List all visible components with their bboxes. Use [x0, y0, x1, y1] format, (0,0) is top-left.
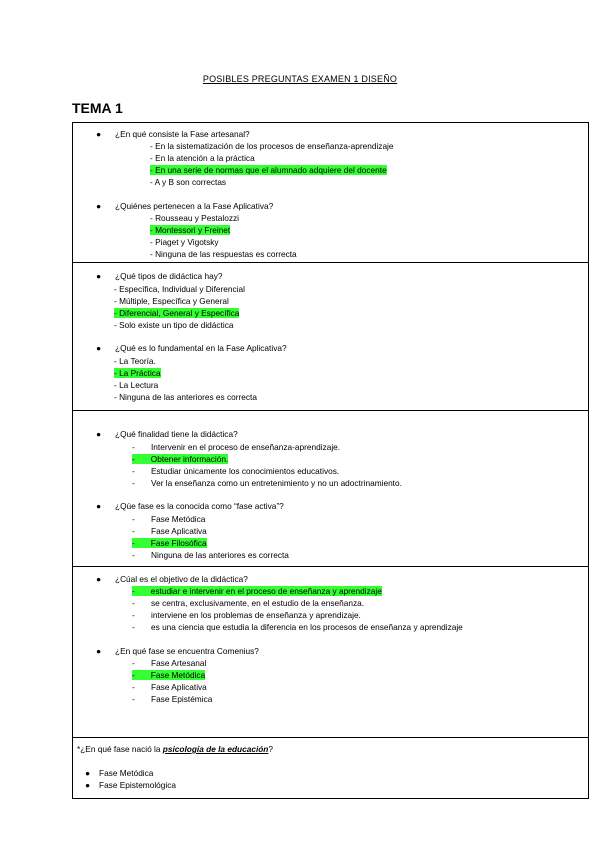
question-4: [96, 343, 287, 353]
question-text: ¿Qué finalidad tiene la didáctica?: [115, 429, 238, 439]
answer-option: - es una ciencia que estudia la diferencia en los procesos de enseñanza y aprendizaje: [132, 622, 463, 632]
question-text: ¿Quiénes pertenecen a la Fase Aplicativa?: [115, 201, 274, 211]
answer-option: - se centra, exclusivamente, en el estudio de la enseñanza.: [132, 598, 365, 608]
bullet-icon: ●: [96, 646, 102, 656]
answer-option-correct: - Diferencial, General y Específica: [114, 308, 240, 318]
answer-option: - Ninguna de las respuestas es correcta: [150, 249, 297, 259]
answer-option: - En la sistematización de los procesos de enseñanza-aprendizaje: [150, 141, 394, 151]
bullet-icon: ●: [96, 129, 102, 139]
bullet-icon: ●: [85, 768, 91, 778]
extra-answer: ● Fase Metódica: [85, 768, 154, 778]
answer-option: - interviene en los problemas de enseñanza y aprendizaje.: [132, 610, 361, 620]
question-1: [96, 129, 250, 139]
bullet-icon: ●: [96, 574, 102, 584]
question-8: [96, 646, 259, 656]
answer-option: - Solo existe un tipo de didáctica: [114, 320, 234, 330]
question-7: [96, 574, 248, 584]
answer-option: - Intervenir en el proceso de enseñanza-aprendizaje.: [132, 442, 341, 452]
answer-option-correct: - En una serie de normas que el alumnado adquiere del docente: [150, 165, 387, 175]
answer-option: - La Teoría.: [114, 356, 156, 366]
bullet-icon: ●: [96, 343, 102, 353]
question-6: [96, 501, 284, 511]
question-text: ¿Cúal es el objetivo de la didáctica?: [115, 574, 248, 584]
question-text: ¿Qúe fase es la conocida como “fase activa”?: [115, 501, 284, 511]
answer-option-correct: - La Práctica: [114, 368, 161, 378]
extra-question: *¿En qué fase nació la psicología de la educación?: [77, 744, 274, 754]
bullet-icon: ●: [85, 780, 91, 790]
extra-question-box: [72, 737, 589, 799]
emphasized-term: psicología de la educación: [162, 744, 269, 754]
answer-option: - Fase Aplicativa: [132, 526, 207, 536]
question-text: ¿En qué consiste la Fase artesanal?: [115, 129, 250, 139]
answer-option: - Fase Metódica: [132, 514, 206, 524]
answer-option-correct: - Montessori y Freinet: [150, 225, 231, 235]
answer-option: - Múltiple, Específica y General: [114, 296, 229, 306]
answer-option: - En la atención a la práctica: [150, 153, 255, 163]
extra-answer: ● Fase Epistemológica: [85, 780, 177, 790]
answer-option: - Ninguna de las anteriores es correcta: [114, 392, 257, 402]
answer-option-correct: - Fase Filosófica: [132, 538, 207, 548]
bullet-icon: ●: [96, 271, 102, 281]
answer-option: - Específica, Individual y Diferencial: [114, 284, 245, 294]
answer-option-correct: - estudiar e intervenir en el proceso de enseñanza y aprendizaje: [132, 586, 382, 596]
answer-option: - Fase Epistémica: [132, 694, 213, 704]
question-3: [96, 271, 223, 281]
answer-option: - A y B son correctas: [150, 177, 227, 187]
question-box-2: [72, 262, 589, 411]
answer-option: - Ninguna de las anteriores es correcta: [132, 550, 289, 560]
question-text: ¿En qué fase se encuentra Comenius?: [115, 646, 259, 656]
answer-option: - Rousseau y Pestalozzi: [150, 213, 240, 223]
question-text: ¿Qué es lo fundamental en la Fase Aplicativa?: [115, 343, 287, 353]
answer-option: - Piaget y Vigotsky: [150, 237, 219, 247]
answer-option: - La Lectura: [114, 380, 159, 390]
question-2: [96, 201, 274, 211]
section-title: TEMA 1: [72, 100, 123, 116]
answer-option: - Estudiar únicamente los conocimientos educativos.: [132, 466, 340, 476]
bullet-icon: ●: [96, 429, 102, 439]
question-text: ¿Qué tipos de didáctica hay?: [115, 271, 223, 281]
question-box-3: [72, 410, 589, 567]
answer-option: - Fase Artesanal: [132, 658, 207, 668]
question-5: [96, 429, 238, 439]
answer-option-correct: - Fase Metódica: [132, 670, 206, 680]
answer-option: - Fase Aplicativa: [132, 682, 207, 692]
answer-option: - Ver la enseñanza como un entretenimiento y no un adoctrinamiento.: [132, 478, 402, 488]
bullet-icon: ●: [96, 201, 102, 211]
bullet-icon: ●: [96, 501, 102, 511]
answer-option-correct: - Obtener información.: [132, 454, 229, 464]
question-box-1: [72, 122, 589, 263]
question-box-4: [72, 566, 589, 738]
document-title: POSIBLES PREGUNTAS EXAMEN 1 DISEÑO: [202, 74, 398, 84]
